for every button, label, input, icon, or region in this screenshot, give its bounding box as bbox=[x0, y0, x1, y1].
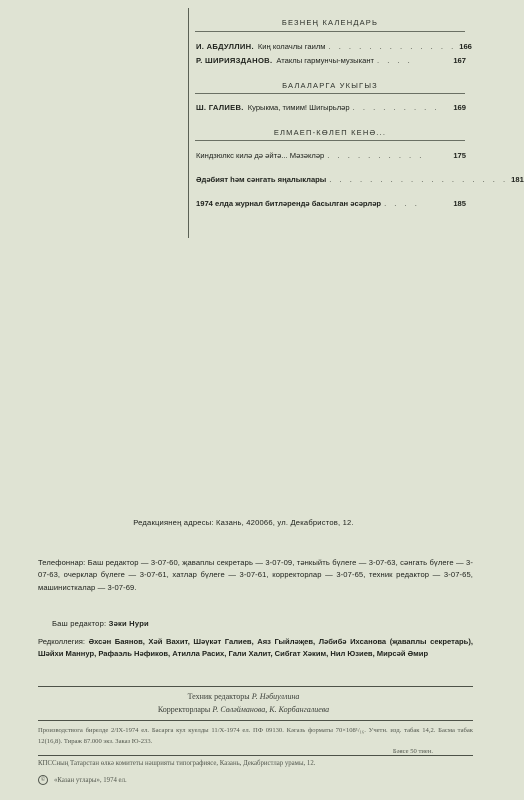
toc-section-divider bbox=[195, 93, 465, 94]
editorial-board-names: Әхсән Баянов, Хәй Вахит, Шәүкәт Галиев, Аяз Гыйләҗев, Ләбибә Ихсанова (җаваплы секретарь), Шәйхи Маннур, Рафаэль Нәфиков, Атилла Расих, Гали Халит, Сибгат Хәким, Нил Юзиев, Мирсәй Әмир bbox=[38, 637, 473, 659]
print-details-line: Производствога бирелде 2/IX-1974 ел. Басарга кул куелды 11/X-1974 ел. ПФ 09130. Кәгазь форматы 70×108¹/₁₆. Учетн. изд. табак 14,2. Басма табак 12(16,8). Тираж 87.000 экз. Заказ Ю-233. bbox=[38, 727, 473, 745]
toc-section-divider bbox=[195, 140, 465, 141]
chief-editor-name: Зәки Нури bbox=[108, 619, 149, 628]
divider-rule bbox=[38, 720, 473, 721]
toc-section-heading: БЕЗНЕҢ КАЛЕНДАРЬ bbox=[281, 18, 379, 27]
toc-leader-dots: . . . . bbox=[377, 56, 413, 65]
toc-entry-page: 185 bbox=[453, 199, 466, 208]
toc-leader-dots: . . . . . . . . . bbox=[352, 103, 440, 112]
toc-entry-title: Киндзюлкс килә дә әйтә... Мәзәкләр bbox=[196, 151, 325, 160]
toc-entry-page: 181 bbox=[511, 175, 524, 184]
toc-leader-dots: . . . . . . . . . . bbox=[327, 151, 425, 160]
divider-rule bbox=[38, 686, 473, 687]
print-price: Бәясе 50 тиен. bbox=[392, 748, 433, 756]
editorial-address: Редакциянең адресы: Казань, 420066, ул. Декабристов, 12. bbox=[133, 518, 354, 527]
toc-leader-dots: . . . . . . . . . . . . . bbox=[328, 42, 457, 51]
toc-entry-title: Әдәбият һәм сәнгать яңалыклары bbox=[196, 175, 327, 184]
proofreaders-label: Корректорлары bbox=[157, 705, 211, 714]
toc-entry-author: И. АБДУЛЛИН. bbox=[196, 42, 254, 51]
toc-vertical-rule bbox=[188, 8, 189, 238]
copyright bbox=[38, 775, 127, 785]
tech-editor-credit bbox=[0, 692, 487, 701]
editorial-board-label: Редколлегия: bbox=[38, 637, 86, 646]
toc-entry-title: Атаклы гармунчы-музыкант bbox=[276, 56, 374, 65]
copyright-text: «Казан утлары», 1974 ел. bbox=[54, 776, 127, 784]
toc-section-heading: БАЛАЛАРГА УКЫГЫЗ bbox=[282, 81, 378, 90]
toc-entry bbox=[196, 41, 472, 53]
toc-leader-dots: . . . . . . . . . . . . . . . . . . bbox=[329, 175, 509, 184]
chief-editor bbox=[52, 619, 149, 628]
toc-entry-page: 167 bbox=[453, 56, 466, 65]
toc-entry bbox=[196, 174, 524, 186]
toc-entry-page: 166 bbox=[459, 42, 472, 51]
toc-section-heading: ЕЛМАЕП-КӨЛЕП КЕНӘ... bbox=[273, 128, 387, 137]
proofreaders-names: Р. Сөләйманова, К. Корбангалиева bbox=[212, 705, 330, 714]
toc-entry-author: Р. ШИРИЯЗДАНОВ. bbox=[196, 56, 273, 65]
tech-editor-name: Р. Нәбиуллина bbox=[251, 692, 300, 701]
print-details bbox=[38, 726, 473, 758]
toc-entry bbox=[196, 55, 466, 67]
phone-directory: Телефоннар: Баш редактор — 3-07-60, җаваплы секретарь — 3-07-09, тәнкыйть бүлеге — 3-07-63, сәнгать бүлеге — 3-07-63, очерклар бүлеге — 3-07-61, хатлар бүлеге — 3-07-61, корректорлар — 3-07-65, техник редактор — 3-07-65, машинисткалар — 3-07-69. bbox=[38, 558, 473, 592]
toc-entry bbox=[196, 198, 466, 210]
divider-rule bbox=[38, 755, 473, 756]
editorial-board bbox=[38, 636, 473, 661]
toc-entry bbox=[196, 150, 466, 162]
chief-editor-label: Баш редактор: bbox=[52, 619, 107, 628]
toc-leader-dots: . . . . bbox=[384, 199, 420, 208]
toc-entry-title: 1974 елда журнал битләрендә басылган әсәрләр bbox=[196, 199, 382, 208]
printer-info: КПССның Татарстан өлкә комитеты нәшрияты типографиясе, Казань, Декабристлар урамы, 12. bbox=[38, 760, 316, 767]
toc-entry-author: Ш. ГАЛИЕВ. bbox=[196, 103, 244, 112]
toc-entry-title: Киң колачлы гаилм bbox=[257, 42, 326, 51]
toc-section-divider bbox=[195, 31, 465, 32]
proofreaders-credit bbox=[0, 705, 487, 714]
toc-entry-page: 175 bbox=[453, 151, 466, 160]
copyright-icon: © bbox=[38, 775, 48, 785]
toc-entry-title: Курыкма, тимим! Шигырьләр bbox=[247, 103, 350, 112]
tech-editor-label: Техник редакторы bbox=[187, 692, 250, 701]
toc-entry bbox=[196, 102, 466, 114]
toc-entry-page: 169 bbox=[453, 103, 466, 112]
